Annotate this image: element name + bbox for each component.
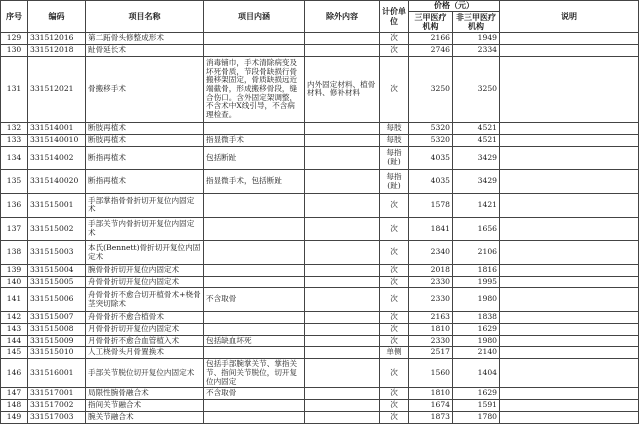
row-price-tier3: 1674 (409, 400, 453, 412)
row-unit: 次 (380, 323, 409, 335)
row-unit: 每肢 (380, 123, 409, 135)
row-price-non-tier3: 2334 (453, 44, 500, 56)
row-seq: 147 (1, 388, 28, 400)
row-unit: 次 (380, 241, 409, 265)
table-row (1, 146, 639, 170)
row-note (500, 56, 639, 123)
row-content (204, 194, 305, 218)
row-price-tier3: 2330 (409, 335, 453, 347)
row-exclude (305, 288, 380, 312)
row-price-tier3: 4035 (409, 146, 453, 170)
row-note (500, 44, 639, 56)
row-content (204, 400, 305, 412)
fee-table-body (1, 33, 639, 424)
row-price-non-tier3: 3250 (453, 56, 500, 123)
row-note (500, 146, 639, 170)
header-note: 说明 (500, 1, 639, 33)
row-content: 不含取骨 (204, 388, 305, 400)
row-seq: 149 (1, 411, 28, 423)
row-code: 331515007 (28, 312, 86, 324)
row-content: 指显微手术 (204, 134, 305, 146)
header-non-tier3: 非三甲医疗机构 (453, 12, 500, 33)
row-price-non-tier3: 2140 (453, 347, 500, 359)
row-content (204, 323, 305, 335)
row-exclude (305, 134, 380, 146)
row-seq: 148 (1, 400, 28, 412)
row-seq: 146 (1, 359, 28, 388)
row-price-tier3: 2166 (409, 33, 453, 45)
row-content (204, 217, 305, 241)
row-exclude (305, 400, 380, 412)
table-row (1, 194, 639, 218)
row-unit: 次 (380, 388, 409, 400)
table-row (1, 217, 639, 241)
row-unit: 每指(趾) (380, 146, 409, 170)
table-row (1, 288, 639, 312)
row-code: 3315140010 (28, 134, 86, 146)
row-name: 舟骨骨折切开复位内固定术 (86, 276, 204, 288)
row-price-non-tier3: 4521 (453, 123, 500, 135)
row-name: 断指再植术 (86, 146, 204, 170)
table-row (1, 264, 639, 276)
row-seq: 144 (1, 335, 28, 347)
row-price-tier3: 1810 (409, 323, 453, 335)
header-seq: 序号 (1, 1, 28, 33)
row-exclude (305, 44, 380, 56)
row-content (204, 123, 305, 135)
row-code: 331517003 (28, 411, 86, 423)
row-price-non-tier3: 1780 (453, 411, 500, 423)
row-price-non-tier3: 4521 (453, 134, 500, 146)
row-exclude (305, 264, 380, 276)
table-row (1, 123, 639, 135)
row-exclude (305, 33, 380, 45)
row-unit: 次 (380, 194, 409, 218)
row-code: 331517001 (28, 388, 86, 400)
row-seq: 140 (1, 276, 28, 288)
row-price-non-tier3: 1980 (453, 288, 500, 312)
row-content (204, 33, 305, 45)
row-name: 趾骨延长术 (86, 44, 204, 56)
row-seq: 129 (1, 33, 28, 45)
row-price-non-tier3: 1980 (453, 335, 500, 347)
header-name: 项目名称 (86, 1, 204, 33)
row-note (500, 241, 639, 265)
row-content: 包括断趾 (204, 146, 305, 170)
row-seq: 145 (1, 347, 28, 359)
row-price-tier3: 2517 (409, 347, 453, 359)
row-note (500, 400, 639, 412)
row-unit: 每肢 (380, 134, 409, 146)
row-code: 331515008 (28, 323, 86, 335)
header-tier3: 三甲医疗机构 (409, 12, 453, 33)
row-exclude (305, 335, 380, 347)
row-price-tier3: 2163 (409, 312, 453, 324)
row-price-tier3: 1873 (409, 411, 453, 423)
row-exclude (305, 312, 380, 324)
row-code: 331516001 (28, 359, 86, 388)
row-note (500, 347, 639, 359)
table-row (1, 33, 639, 45)
row-price-non-tier3: 2106 (453, 241, 500, 265)
row-seq: 135 (1, 170, 28, 194)
row-exclude (305, 241, 380, 265)
row-note (500, 276, 639, 288)
row-code: 331515010 (28, 347, 86, 359)
row-note (500, 123, 639, 135)
row-code: 331514002 (28, 146, 86, 170)
row-name: 骨搬移手术 (86, 56, 204, 123)
row-exclude (305, 388, 380, 400)
row-exclude (305, 194, 380, 218)
row-exclude (305, 123, 380, 135)
row-unit: 次 (380, 312, 409, 324)
table-row (1, 388, 639, 400)
row-content (204, 411, 305, 423)
row-code: 331515002 (28, 217, 86, 241)
row-exclude (305, 276, 380, 288)
row-unit: 次 (380, 56, 409, 123)
row-content (204, 241, 305, 265)
row-price-non-tier3: 1629 (453, 323, 500, 335)
row-content: 不含取骨 (204, 288, 305, 312)
row-price-tier3: 2746 (409, 44, 453, 56)
table-row (1, 335, 639, 347)
row-exclude: 内外固定材料、植骨材料、修补材料 (305, 56, 380, 123)
row-price-tier3: 1578 (409, 194, 453, 218)
table-row (1, 44, 639, 56)
row-name: 腕骨骨折切开复位内固定术 (86, 264, 204, 276)
row-price-tier3: 2330 (409, 276, 453, 288)
header-code: 编码 (28, 1, 86, 33)
row-note (500, 411, 639, 423)
row-code: 331512021 (28, 56, 86, 123)
row-seq: 139 (1, 264, 28, 276)
row-note (500, 134, 639, 146)
row-price-tier3: 1810 (409, 388, 453, 400)
row-price-tier3: 2340 (409, 241, 453, 265)
row-unit: 每指(趾) (380, 170, 409, 194)
row-name: 本氏(Bennett)骨折切开复位内固定术 (86, 241, 204, 265)
row-content (204, 312, 305, 324)
header-price: 价格（元） (409, 1, 500, 12)
row-name: 手部掌指骨骨折切开复位内固定术 (86, 194, 204, 218)
row-price-tier3: 1841 (409, 217, 453, 241)
row-seq: 137 (1, 217, 28, 241)
row-unit: 次 (380, 33, 409, 45)
row-content: 包括手部腕掌关节、掌指关节、指间关节脱位，切开复位内固定 (204, 359, 305, 388)
row-seq: 136 (1, 194, 28, 218)
row-price-non-tier3: 1949 (453, 33, 500, 45)
row-name: 局限性腕骨融合术 (86, 388, 204, 400)
table-row (1, 312, 639, 324)
row-seq: 131 (1, 56, 28, 123)
row-note (500, 170, 639, 194)
row-name: 月骨骨折切开复位内固定术 (86, 323, 204, 335)
row-seq: 134 (1, 146, 28, 170)
row-price-non-tier3: 3429 (453, 170, 500, 194)
table-row (1, 400, 639, 412)
row-content (204, 276, 305, 288)
row-code: 331517002 (28, 400, 86, 412)
row-price-tier3: 4035 (409, 170, 453, 194)
row-price-tier3: 2018 (409, 264, 453, 276)
row-code: 331515001 (28, 194, 86, 218)
table-row (1, 170, 639, 194)
row-name: 手部关节脱位切开复位内固定术 (86, 359, 204, 388)
row-content (204, 264, 305, 276)
row-price-non-tier3: 1404 (453, 359, 500, 388)
row-seq: 143 (1, 323, 28, 335)
row-code: 331514001 (28, 123, 86, 135)
row-note (500, 312, 639, 324)
row-seq: 132 (1, 123, 28, 135)
row-code: 331515003 (28, 241, 86, 265)
row-price-non-tier3: 1838 (453, 312, 500, 324)
row-name: 指间关节融合术 (86, 400, 204, 412)
row-unit: 次 (380, 335, 409, 347)
row-content: 包括缺血坏死 (204, 335, 305, 347)
row-name: 人工桡骨头月骨置换术 (86, 347, 204, 359)
header-unit: 计价单位 (380, 1, 409, 33)
row-code: 331512018 (28, 44, 86, 56)
row-name: 断指再植术 (86, 170, 204, 194)
row-code: 331515004 (28, 264, 86, 276)
row-code: 331515006 (28, 288, 86, 312)
row-note (500, 388, 639, 400)
row-price-tier3: 5320 (409, 123, 453, 135)
row-code: 331512016 (28, 33, 86, 45)
row-unit: 次 (380, 264, 409, 276)
header-content: 项目内涵 (204, 1, 305, 33)
row-unit: 次 (380, 359, 409, 388)
row-unit: 次 (380, 411, 409, 423)
row-price-non-tier3: 1421 (453, 194, 500, 218)
row-code: 331515009 (28, 335, 86, 347)
table-row (1, 347, 639, 359)
row-code: 331515005 (28, 276, 86, 288)
row-name: 断肢再植术 (86, 134, 204, 146)
row-price-tier3: 1560 (409, 359, 453, 388)
row-unit: 次 (380, 400, 409, 412)
row-unit: 单侧 (380, 347, 409, 359)
row-seq: 133 (1, 134, 28, 146)
row-content (204, 44, 305, 56)
row-note (500, 359, 639, 388)
row-name: 第二跖骨头修整成形术 (86, 33, 204, 45)
row-note (500, 194, 639, 218)
row-price-tier3: 2330 (409, 288, 453, 312)
table-row (1, 134, 639, 146)
row-exclude (305, 323, 380, 335)
row-price-tier3: 5320 (409, 134, 453, 146)
table-row (1, 276, 639, 288)
table-row (1, 411, 639, 423)
row-name: 断肢再植术 (86, 123, 204, 135)
row-unit: 次 (380, 217, 409, 241)
row-exclude (305, 146, 380, 170)
row-code: 3315140020 (28, 170, 86, 194)
row-note (500, 335, 639, 347)
row-price-non-tier3: 1816 (453, 264, 500, 276)
row-seq: 142 (1, 312, 28, 324)
row-unit: 次 (380, 276, 409, 288)
row-note (500, 217, 639, 241)
row-note (500, 33, 639, 45)
row-note (500, 288, 639, 312)
row-exclude (305, 347, 380, 359)
row-seq: 141 (1, 288, 28, 312)
table-row (1, 241, 639, 265)
header-exclude: 除外内容 (305, 1, 380, 33)
row-note (500, 264, 639, 276)
row-name: 手部关节内骨折切开复位内固定术 (86, 217, 204, 241)
row-name: 舟骨骨折不愈合切开植骨术+桡骨茎突切除术 (86, 288, 204, 312)
row-unit: 次 (380, 288, 409, 312)
row-price-non-tier3: 1656 (453, 217, 500, 241)
row-price-non-tier3: 1629 (453, 388, 500, 400)
row-price-non-tier3: 1591 (453, 400, 500, 412)
row-content: 消毒铺巾，手术清除病变及坏死骨质，节段骨缺损行骨搬移架固定，骨质缺损远近端截骨，形成搬移骨段，缝合伤口。含外固定架调整，不含术中X线引导，不含病理检查。 (204, 56, 305, 123)
row-exclude (305, 170, 380, 194)
row-seq: 130 (1, 44, 28, 56)
row-note (500, 323, 639, 335)
row-price-non-tier3: 1995 (453, 276, 500, 288)
row-price-non-tier3: 3429 (453, 146, 500, 170)
row-seq: 138 (1, 241, 28, 265)
table-row (1, 56, 639, 123)
row-price-tier3: 3250 (409, 56, 453, 123)
row-unit: 次 (380, 44, 409, 56)
row-exclude (305, 217, 380, 241)
row-exclude (305, 359, 380, 388)
row-name: 月骨骨折不愈合血管植入术 (86, 335, 204, 347)
row-name: 舟骨骨折不愈合植骨术 (86, 312, 204, 324)
row-content (204, 347, 305, 359)
table-row (1, 323, 639, 335)
row-name: 腕关节融合术 (86, 411, 204, 423)
row-exclude (305, 411, 380, 423)
row-content: 指显微手术，包括断趾 (204, 170, 305, 194)
table-row (1, 359, 639, 388)
